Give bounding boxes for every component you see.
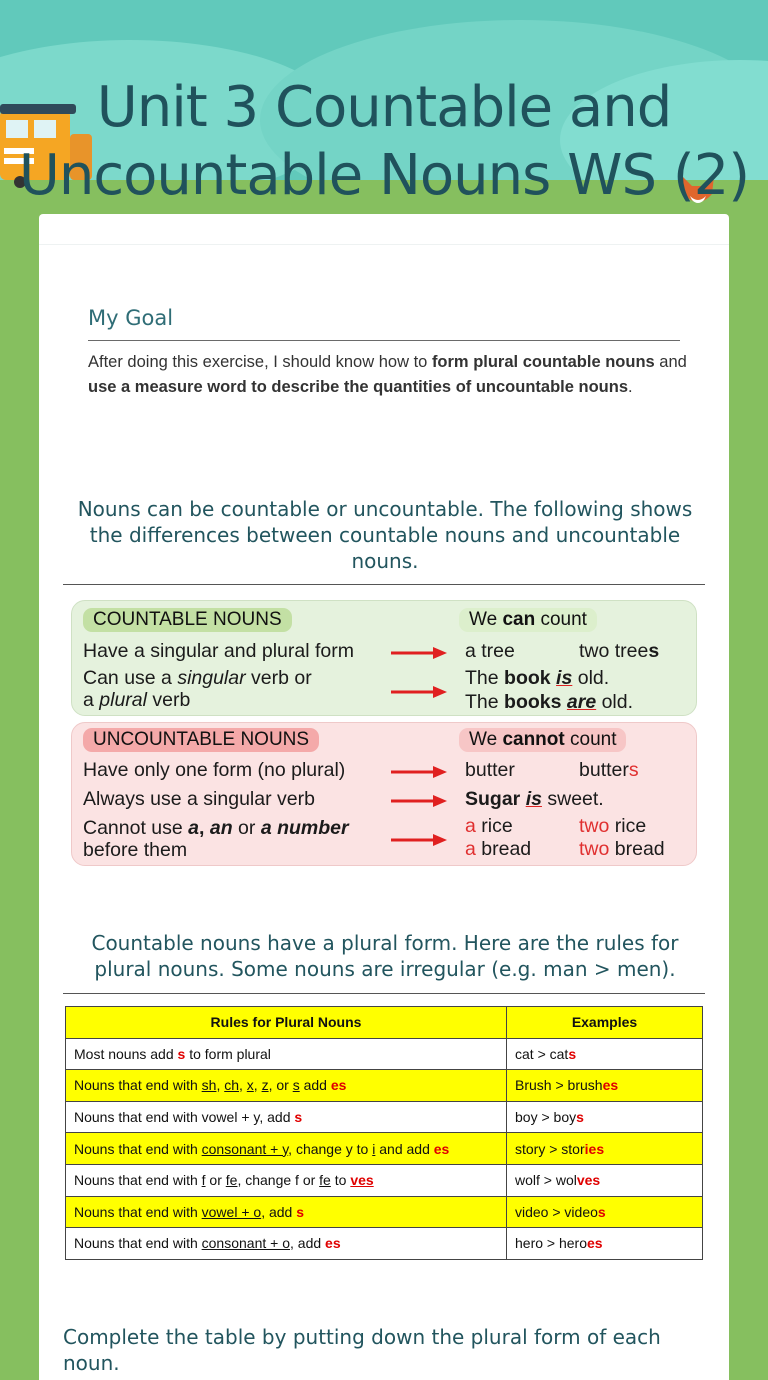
cannot-count-label: We cannot count bbox=[459, 728, 626, 752]
example-text: butter bbox=[465, 759, 515, 781]
arrow-icon bbox=[391, 795, 447, 807]
example-text: The books are old. bbox=[465, 691, 634, 713]
arrow-icon bbox=[391, 834, 447, 846]
example-text: two trees bbox=[579, 640, 660, 662]
table-header: Rules for Plural Nouns bbox=[66, 1007, 507, 1039]
arrow-icon bbox=[391, 686, 447, 698]
can-count-label: We can count bbox=[459, 608, 597, 632]
rule-text: Have a singular and plural form bbox=[83, 640, 354, 662]
rule-text: Can use a singular verb or bbox=[83, 667, 312, 689]
example-text: two bread bbox=[579, 838, 665, 860]
worksheet-card bbox=[39, 214, 729, 1380]
example-text: Sugar is sweet. bbox=[465, 788, 604, 810]
example-cell: video > videos bbox=[507, 1196, 703, 1228]
example-text: a rice bbox=[465, 815, 513, 837]
arrow-icon bbox=[391, 766, 447, 778]
rule-cell: Nouns that end with consonant + y, change y to i and add es bbox=[66, 1133, 507, 1165]
table-row bbox=[66, 1101, 703, 1133]
rule-text: a plural verb bbox=[83, 689, 191, 711]
example-text: two rice bbox=[579, 815, 647, 837]
uncountable-nouns-label: UNCOUNTABLE NOUNS bbox=[83, 728, 319, 752]
rule-cell: Most nouns add s to form plural bbox=[66, 1038, 507, 1070]
example-cell: Brush > brushes bbox=[507, 1070, 703, 1102]
rule-cell: Nouns that end with f or fe, change f or fe to ves bbox=[66, 1164, 507, 1196]
goal-text: After doing this exercise, I should know how to form plural countable nouns and use a measure word to describe the quantities of uncountable nouns. bbox=[88, 353, 687, 396]
countable-nouns-label: COUNTABLE NOUNS bbox=[83, 608, 292, 632]
example-cell: cat > cats bbox=[507, 1038, 703, 1070]
example-cell: wolf > wolves bbox=[507, 1164, 703, 1196]
table-row bbox=[66, 1133, 703, 1165]
rule-cell: Nouns that end with consonant + o, add es bbox=[66, 1228, 507, 1260]
goal-heading: My Goal bbox=[88, 306, 174, 330]
table-row bbox=[66, 1164, 703, 1196]
example-cell: story > stories bbox=[507, 1133, 703, 1165]
example-text: a bread bbox=[465, 838, 532, 860]
arrow-icon bbox=[391, 647, 447, 659]
rule-text: Have only one form (no plural) bbox=[83, 759, 346, 781]
rule-cell: Nouns that end with vowel + y, add s bbox=[66, 1101, 507, 1133]
header-banner bbox=[0, 0, 768, 240]
countable-uncountable-chart bbox=[63, 594, 705, 870]
table-row bbox=[66, 1196, 703, 1228]
section-heading-nouns: Nouns can be countable or uncountable. The following shows the differences between countable nouns and uncountable nouns. bbox=[77, 497, 693, 573]
example-cell: boy > boys bbox=[507, 1101, 703, 1133]
example-text: a tree bbox=[465, 640, 515, 662]
table-row bbox=[66, 1228, 703, 1260]
rule-text: Cannot use a, an or a number bbox=[83, 817, 349, 839]
divider bbox=[88, 340, 680, 341]
section-heading-complete-table: Complete the table by putting down the plural form of each noun. bbox=[63, 1325, 661, 1375]
table-header-row bbox=[66, 1007, 703, 1039]
rule-text: before them bbox=[83, 839, 188, 861]
example-text: butters bbox=[579, 759, 639, 781]
page-title: Unit 3 Countable and Uncountable Nouns WS (2) bbox=[18, 75, 750, 208]
example-cell: hero > heroes bbox=[507, 1228, 703, 1260]
rule-cell: Nouns that end with sh, ch, x, z, or s add es bbox=[66, 1070, 507, 1102]
example-text: The book is old. bbox=[465, 667, 610, 689]
table-row bbox=[66, 1038, 703, 1070]
divider bbox=[63, 993, 705, 994]
rule-text: Always use a singular verb bbox=[83, 788, 315, 810]
table-header: Examples bbox=[507, 1007, 703, 1039]
table-row bbox=[66, 1070, 703, 1102]
divider bbox=[39, 244, 729, 245]
section-heading-plural-rules: Countable nouns have a plural form. Here are the rules for plural nouns. Some nouns are irregular (e.g. man > men). bbox=[91, 931, 679, 981]
plural-rules-table bbox=[65, 1006, 703, 1260]
rule-cell: Nouns that end with vowel + o, add s bbox=[66, 1196, 507, 1228]
divider bbox=[63, 584, 705, 585]
